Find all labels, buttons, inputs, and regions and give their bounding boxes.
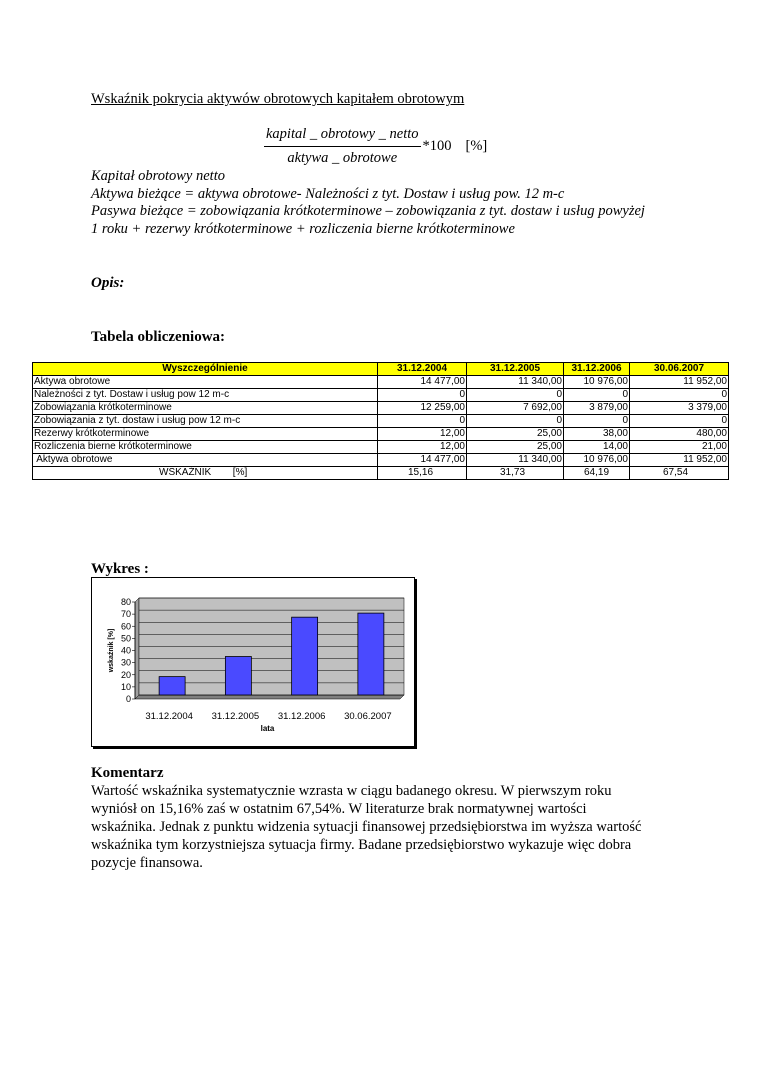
table-cell: Aktywa obrotowe — [33, 454, 378, 467]
table-cell: 11 952,00 — [630, 454, 729, 467]
table-row — [33, 415, 729, 428]
table-cell: 3 879,00 — [564, 402, 630, 415]
result-label: WSKAŹNIK — [159, 467, 212, 478]
table-cell: Zobowiązania z tyt. dostaw i usług pow 12 m-c — [33, 415, 378, 428]
table-row — [33, 441, 729, 454]
chart-label: Wykres : — [91, 561, 149, 577]
formula-denominator: aktywa _ obrotowe — [287, 150, 398, 166]
table-cell: Należności z tyt. Dostaw i usług pow 12 m-c — [33, 389, 378, 402]
chart-container — [91, 577, 415, 747]
table-row — [33, 402, 729, 415]
x-tick-label: 31.12.2004 — [145, 711, 193, 722]
table-cell: 14 477,00 — [378, 454, 467, 467]
result-cell: 31,73 — [467, 467, 564, 480]
y-tick-label: 40 — [120, 645, 131, 656]
table-header: Wyszczególnienie — [33, 363, 378, 376]
table-cell: 11 340,00 — [467, 454, 564, 467]
table-cell: 0 — [378, 389, 467, 402]
table-header: 31.12.2004 — [378, 363, 467, 376]
table-header-row — [33, 363, 729, 376]
bar — [292, 617, 318, 695]
formula-multiplier: *100 — [422, 138, 452, 154]
table-cell: 14 477,00 — [378, 376, 467, 389]
definition-line: Pasywa bieżące = zobowiązania krótkoterminowe – zobowiązania z tyt. dostaw i usług powyżej 1 roku + rezerwy krótkoterminowe + rozliczenia bierne krótkoterminowe — [91, 203, 645, 237]
definitions — [91, 168, 651, 238]
y-axis-label: wskaźnik [%] — [108, 628, 115, 673]
table-cell: 0 — [378, 415, 467, 428]
table-cell: 38,00 — [564, 428, 630, 441]
y-tick-label: 50 — [120, 633, 131, 644]
y-tick-label: 30 — [120, 657, 131, 668]
comment-title: Komentarz — [91, 765, 164, 781]
result-unit: [%] — [232, 467, 248, 478]
table-result-row — [33, 467, 729, 480]
table-row — [33, 376, 729, 389]
result-cell: 15,16 — [378, 467, 467, 480]
table-cell: Rozliczenia bierne krótkoterminowe — [33, 441, 378, 454]
table-cell: 11 340,00 — [467, 376, 564, 389]
table-cell: 0 — [564, 415, 630, 428]
table-cell: 11 952,00 — [630, 376, 729, 389]
table-row — [33, 389, 729, 402]
result-label-cell — [33, 467, 378, 480]
bar — [225, 657, 251, 695]
formula-numerator: kapital _ obrotowy _ netto — [264, 126, 421, 147]
table-header: 31.12.2006 — [564, 363, 630, 376]
y-tick-label: 70 — [120, 609, 131, 620]
table-cell: Aktywa obrotowe — [33, 376, 378, 389]
table-cell: 0 — [467, 415, 564, 428]
bar — [358, 613, 384, 695]
table-cell: Rezerwy krótkoterminowe — [33, 428, 378, 441]
table-cell: 0 — [630, 415, 729, 428]
table-cell: 12 259,00 — [378, 402, 467, 415]
table-cell: 25,00 — [467, 441, 564, 454]
y-tick-label: 60 — [120, 621, 131, 632]
result-cell: 64,19 — [564, 467, 630, 480]
x-tick-label: 30.06.2007 — [344, 711, 392, 722]
comment-text: Wartość wskaźnika systematycznie wzrasta w ciągu badanego okresu. W pierwszym roku wyniósł on 15,16% zaś w ostatnim 67,54%. W literaturze brak normatywnej wartości wskaźnika. Jednak z punktu widzenia sytuacji finansowej przedsiębiorstwa im wyższa wartość wskaźnika tym korzystniejsza sytuacja firmy. Badane przedsiębiorstwo wykazuje więc dobra pozycje finansowa. — [91, 783, 642, 871]
calculation-table — [32, 362, 729, 480]
x-tick-label: 31.12.2005 — [211, 711, 260, 722]
table-cell: 21,00 — [630, 441, 729, 454]
table-cell: 0 — [630, 389, 729, 402]
page-title: Wskaźnik pokrycia aktywów obrotowych kapitałem obrotowym — [91, 91, 465, 107]
definition-line: Kapitał obrotowy netto — [91, 168, 225, 184]
table-cell: 25,00 — [467, 428, 564, 441]
bar — [159, 677, 185, 695]
table-cell: 3 379,00 — [630, 402, 729, 415]
x-axis-label: lata — [260, 724, 275, 733]
y-tick-label: 10 — [120, 681, 131, 692]
table-cell: 14,00 — [564, 441, 630, 454]
x-tick-label: 31.12.2006 — [277, 711, 326, 722]
y-tick-label: 80 — [120, 597, 131, 607]
table-cell: 10 976,00 — [564, 454, 630, 467]
formula-fraction — [264, 126, 421, 167]
table-cell: 10 976,00 — [564, 376, 630, 389]
table-title: Tabela obliczeniowa: — [91, 329, 226, 345]
table-cell: 12,00 — [378, 428, 467, 441]
y-tick-label: 20 — [120, 669, 131, 680]
plot-side-wall — [135, 598, 139, 699]
table-header: 30.06.2007 — [630, 363, 729, 376]
y-tick-label: 0 — [125, 694, 131, 704]
bar-chart — [92, 578, 414, 746]
table-cell: 480,00 — [630, 428, 729, 441]
table-row — [33, 428, 729, 441]
result-cell: 67,54 — [630, 467, 729, 480]
table-cell: 0 — [467, 389, 564, 402]
table-cell: Zobowiązania krótkoterminowe — [33, 402, 378, 415]
formula — [264, 126, 487, 167]
definition-line: Aktywa bieżące = aktywa obrotowe- Należności z tyt. Dostaw i usług pow. 12 m-c — [91, 185, 565, 202]
table-row — [33, 454, 729, 467]
table-cell: 0 — [564, 389, 630, 402]
table-cell: 12,00 — [378, 441, 467, 454]
opis-label: Opis: — [91, 275, 125, 291]
plot-floor — [135, 695, 404, 699]
table-header: 31.12.2005 — [467, 363, 564, 376]
formula-unit: [%] — [465, 138, 488, 154]
table-cell: 7 692,00 — [467, 402, 564, 415]
